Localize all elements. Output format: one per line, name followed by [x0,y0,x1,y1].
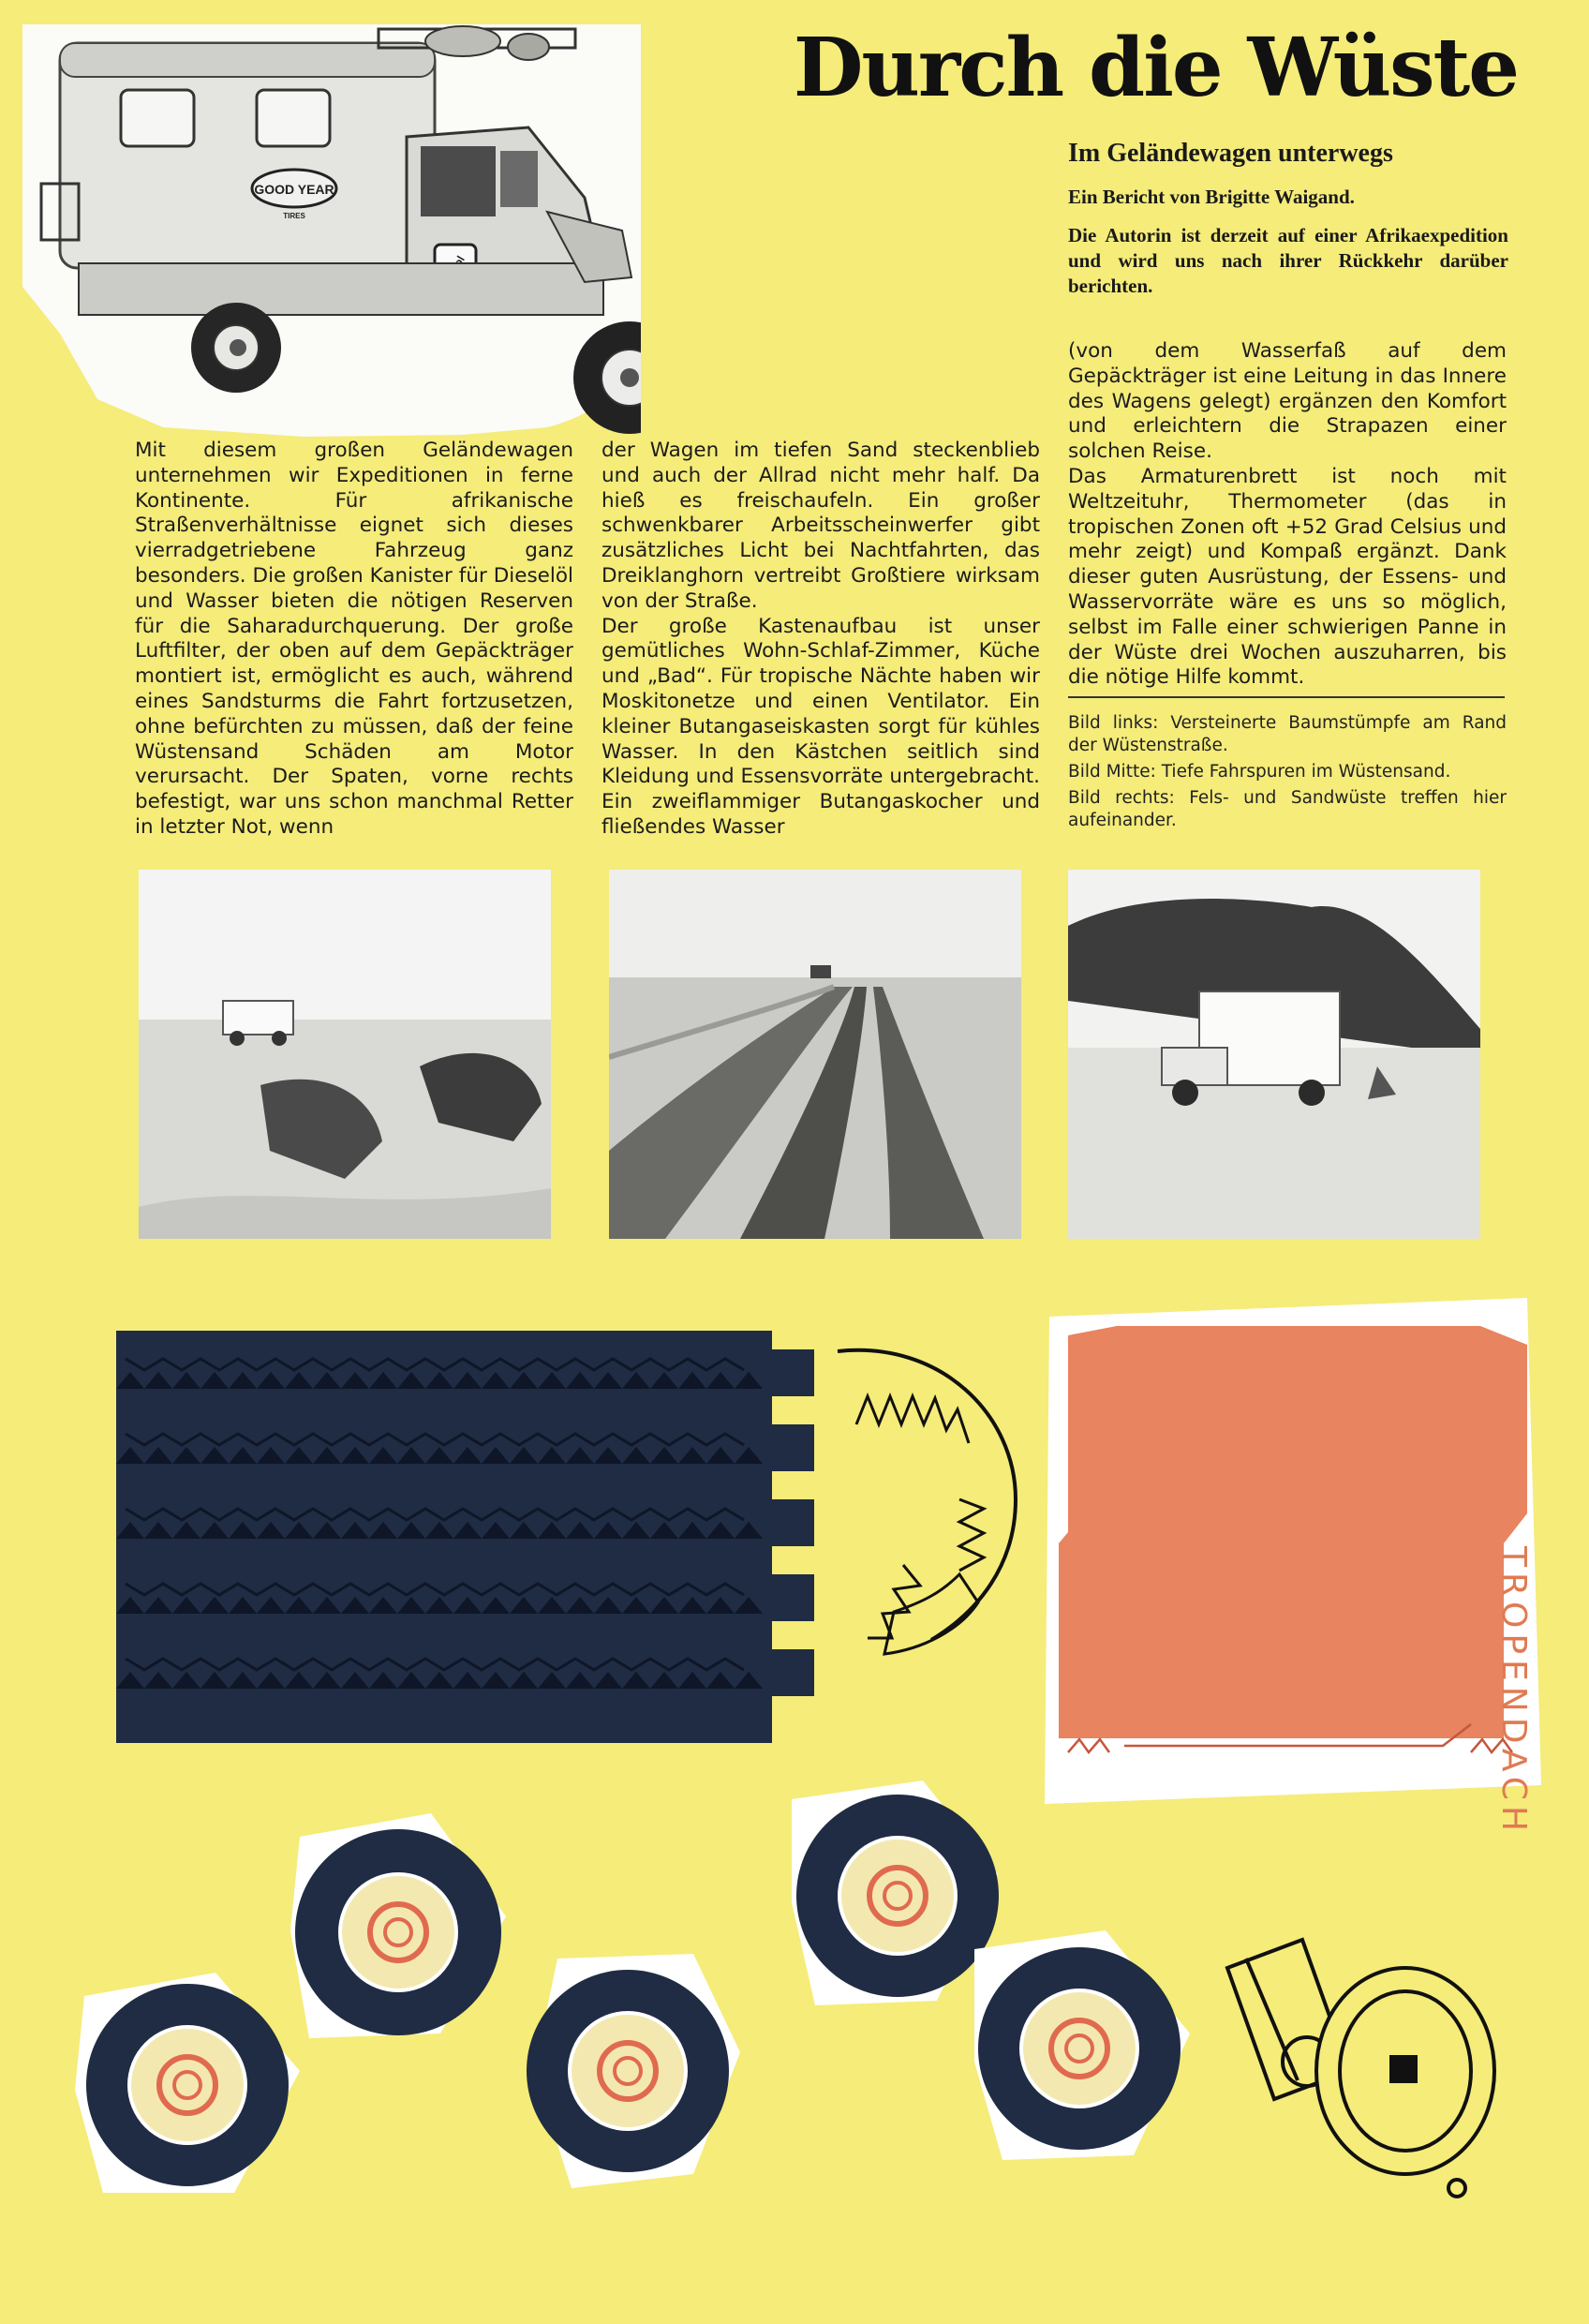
roof-label: TROPENDACH [1494,1546,1533,1838]
article-column-1 [135,439,573,841]
page-title: Durch die Wüste [793,21,1518,115]
wheel-cutouts [0,1762,1589,2324]
author-note: Die Autorin ist derzeit auf einer Afrikaexpedition und wird uns nach ihrer Rückkehr darüber berichten. [1068,224,1508,297]
caption-right: Bild rechts: Fels- und Sandwüste treffen hier aufeinander. [1068,788,1507,830]
wheel-rear-left [290,1813,506,2038]
article-paragraph: der Wagen im tiefen Sand steckenblieb und auch der Allrad nicht mehr half. Da hieß es freischaufeln. Ein großer schwenkbarer Arbeitsscheinwerfer gibt zusätzliches Licht bei Nachtfahrten, das Dreiklanghorn vertreibt Großtiere wirksam von der Straße. [601,439,1040,613]
spare-wheel-mount [1227,1940,1494,2197]
article-column-2 [601,439,1040,841]
photo-captions [1068,712,1507,836]
tread-cutout [116,1331,1034,1743]
article-paragraph: (von dem Wasserfaß auf dem Gepäckträger ist eine Leitung in das Innere des Wagens gelegt) ergänzen den Komfort und erleichtern die Strapazen einer solchen Reise. [1068,339,1507,464]
hero-vehicle-photo [22,24,641,437]
photo-tire-tracks [609,870,1021,1239]
article-paragraph: Mit diesem großen Geländewagen unternehmen wir Expeditionen in ferne Kontinente. Für afrikanische Straßenverhältnisse eignet sich dieses vierradgetriebene Fahrzeug ganz besonders. Die großen Kanister für Dieselöl und Wasser bieten die nötigen Reserven für die Saharadurchquerung. Der große Luftfilter, der oben auf dem Gepäckträger montiert ist, ermöglicht es auch, während eines Sandsturms die Fahrt fortzusetzen, ohne befürchten zu müssen, daß der feine Wüstensand Schäden am Motor verursacht. Der Spaten, vorne rechts befestigt, war uns schon manchmal Retter in letzter Not, wenn [135,439,573,839]
wheel-front-right [527,1954,740,2188]
wheel-front-left [75,1973,300,2193]
photo-rock-desert [1068,870,1480,1239]
goodyear-decal: GOOD YEAR [254,182,334,197]
page-subtitle: Im Geländewagen unterwegs [1068,139,1393,168]
roof-cutout [1031,1298,1565,1804]
byline: Ein Bericht von Brigitte Waigand. [1068,186,1355,208]
article-paragraph: Das Armaturenbrett ist noch mit Weltzeituhr, Thermometer (das in tropischen Zonen oft +52 Grad Celsius und mehr zeigt) und Kompaß ergänzt. Dank dieser guten Ausrüstung, der Essens- und Wasservorräte wäre es uns so möglich, selbst im Falle einer schwierigen Panne in der Wüste drei Wochen auszuharren, bis die nötige Hilfe kommt. [1068,464,1507,690]
caption-left: Bild links: Versteinerte Baumstümpfe am Rand der Wüstenstraße. [1068,713,1507,755]
photo-petrified-stumps [139,870,551,1239]
caption-divider [1068,696,1505,698]
caption-middle: Bild Mitte: Tiefe Fahrspuren im Wüstensand. [1068,762,1451,782]
goodyear-tires-text: TIRES [283,212,305,220]
wheel-spare [792,1780,999,2005]
article-paragraph: Der große Kastenaufbau ist unser gemütliches Wohn-Schlaf-Zimmer, Küche und „Bad“. Für tropische Nächte haben wir Moskitonetze und einen Ventilator. Ein kleiner Butangaseiskasten sorgt für kühles Wasser. In den Kästchen seitlich sind Kleidung und Essensvorräte untergebracht. Ein zweiflammiger Butangaskocher und fließendes Wasser [601,614,1040,839]
article-column-3 [1068,339,1507,691]
wheel-rear-right [974,1930,1190,2160]
